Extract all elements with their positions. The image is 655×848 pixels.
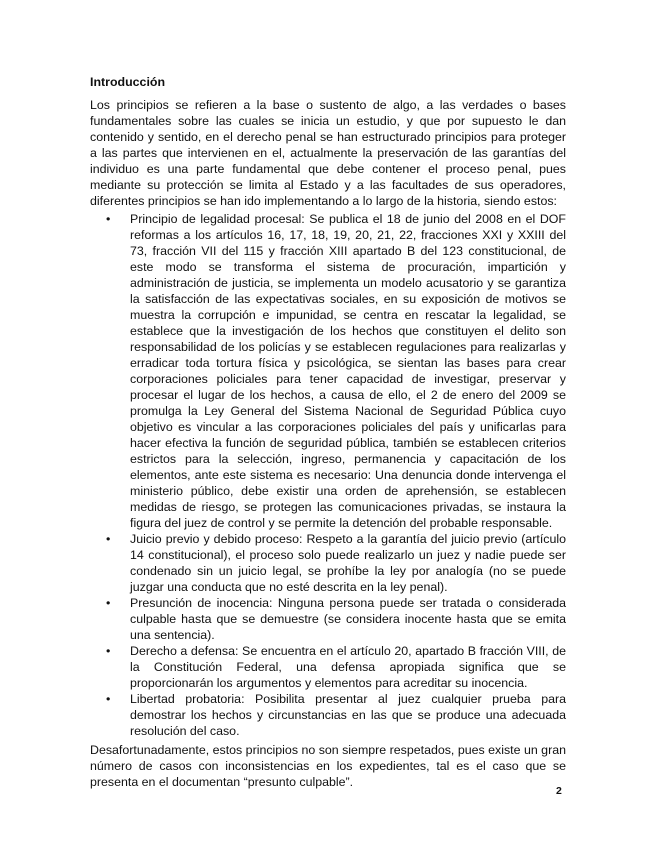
bullet-icon: • — [106, 692, 111, 706]
bullet-icon: • — [106, 212, 111, 226]
list-item-text: Juicio previo y debido proceso: Respeto a la garantía del juicio previo (artículo 14 constitucional), el proceso solo puede realizarlo un juez y nadie puede ser condenado sin un juicio legal, se prohíbe la ley por analogía (no se puede juzgar una conducta que no esté descrita en la ley penal). — [130, 532, 566, 594]
list-item-text: Presunción de inocencia: Ninguna persona puede ser tratada o considerada culpable hasta que se demuestre (se considera inocente hasta que se emita una sentencia). — [130, 596, 566, 642]
intro-paragraph: Los principios se refieren a la base o sustento de algo, a las verdades o bases fundamentales sobre las cuales se inicia un estudio, y que por supuesto le dan contenido y sentido, en el derecho penal se han estructurado principios para proteger a las partes que intervienen en el, actualmente la preservación de las garantías del individuo es una parte fundamental que debe contener el proceso penal, pues mediante su protección se limita al Estado y a las facultades de sus operadores, diferentes principios se han ido implementando a lo largo de la historia, siendo estos: — [90, 98, 566, 208]
list-item-text: Libertad probatoria: Posibilita presentar al juez cualquier prueba para demostrar los hechos y circunstancias en las que se produce una adecuada resolución del caso. — [130, 692, 566, 738]
list-item — [106, 691, 566, 739]
bullet-icon: • — [106, 644, 111, 658]
list-item — [106, 643, 566, 691]
principles-list — [90, 211, 566, 739]
list-item-text: Derecho a defensa: Se encuentra en el artículo 20, apartado B fracción VIII, de la Constitución Federal, una defensa apropiada significa que se proporcionarán los argumentos y elementos para acreditar su inocencia. — [130, 644, 566, 690]
page-number: 2 — [556, 785, 562, 797]
list-item — [106, 531, 566, 595]
list-item — [106, 211, 566, 531]
list-item — [106, 595, 566, 643]
list-item-text: Principio de legalidad procesal: Se publica el 18 de junio del 2008 en el DOF reformas a los artículos 16, 17, 18, 19, 20, 21, 22, fracciones XXI y XXIII del 73, fracción VII del 115 y fracción XIII apartado B del 123 constitucional, de este modo se transforma el sistema de procuración, impartición y administración de justicia, se implementa un modelo acusatorio y se garantiza la satisfacción de las expectativas sociales, en su exposición de motivos se muestra la corrupción e impunidad, se centra en rescatar la legalidad, se establece que la investigación de los hechos que constituyen el delito son responsabilidad de los policías y se establecen regulaciones para realizarlas y erradicar toda tortura física y psicológica, se sientan las bases para crear corporaciones policiales para tener capacidad de investigar, preservar y procesar el lugar de los hechos, a causa de ello, el 2 de enero del 2009 se promulga la Ley General del Sistema Nacional de Seguridad Pública cuyo objetivo es vincular a las corporaciones policiales del país y unificarlas para hacer efectiva la función de seguridad pública, también se establecen criterios estrictos para la selección, ingreso, permanencia y capacitación de los elementos, ante este sistema es necesario: Una denuncia donde intervenga el ministerio público, debe existir una orden de aprehensión, se establecen medidas de riesgo, se protegen las comunicaciones privadas, se instaura la figura del juez de control y se permite la detención del probable responsable. — [130, 212, 566, 530]
closing-paragraph: Desafortunadamente, estos principios no son siempre respetados, pues existe un gran número de casos con inconsistencias en los expedientes, tal es el caso que se presenta en el documentan “presunto culpable”. — [90, 743, 566, 789]
bullet-icon: • — [106, 596, 111, 610]
section-heading: Introducción — [90, 75, 166, 89]
document-body — [90, 74, 566, 790]
bullet-icon: • — [106, 532, 111, 546]
